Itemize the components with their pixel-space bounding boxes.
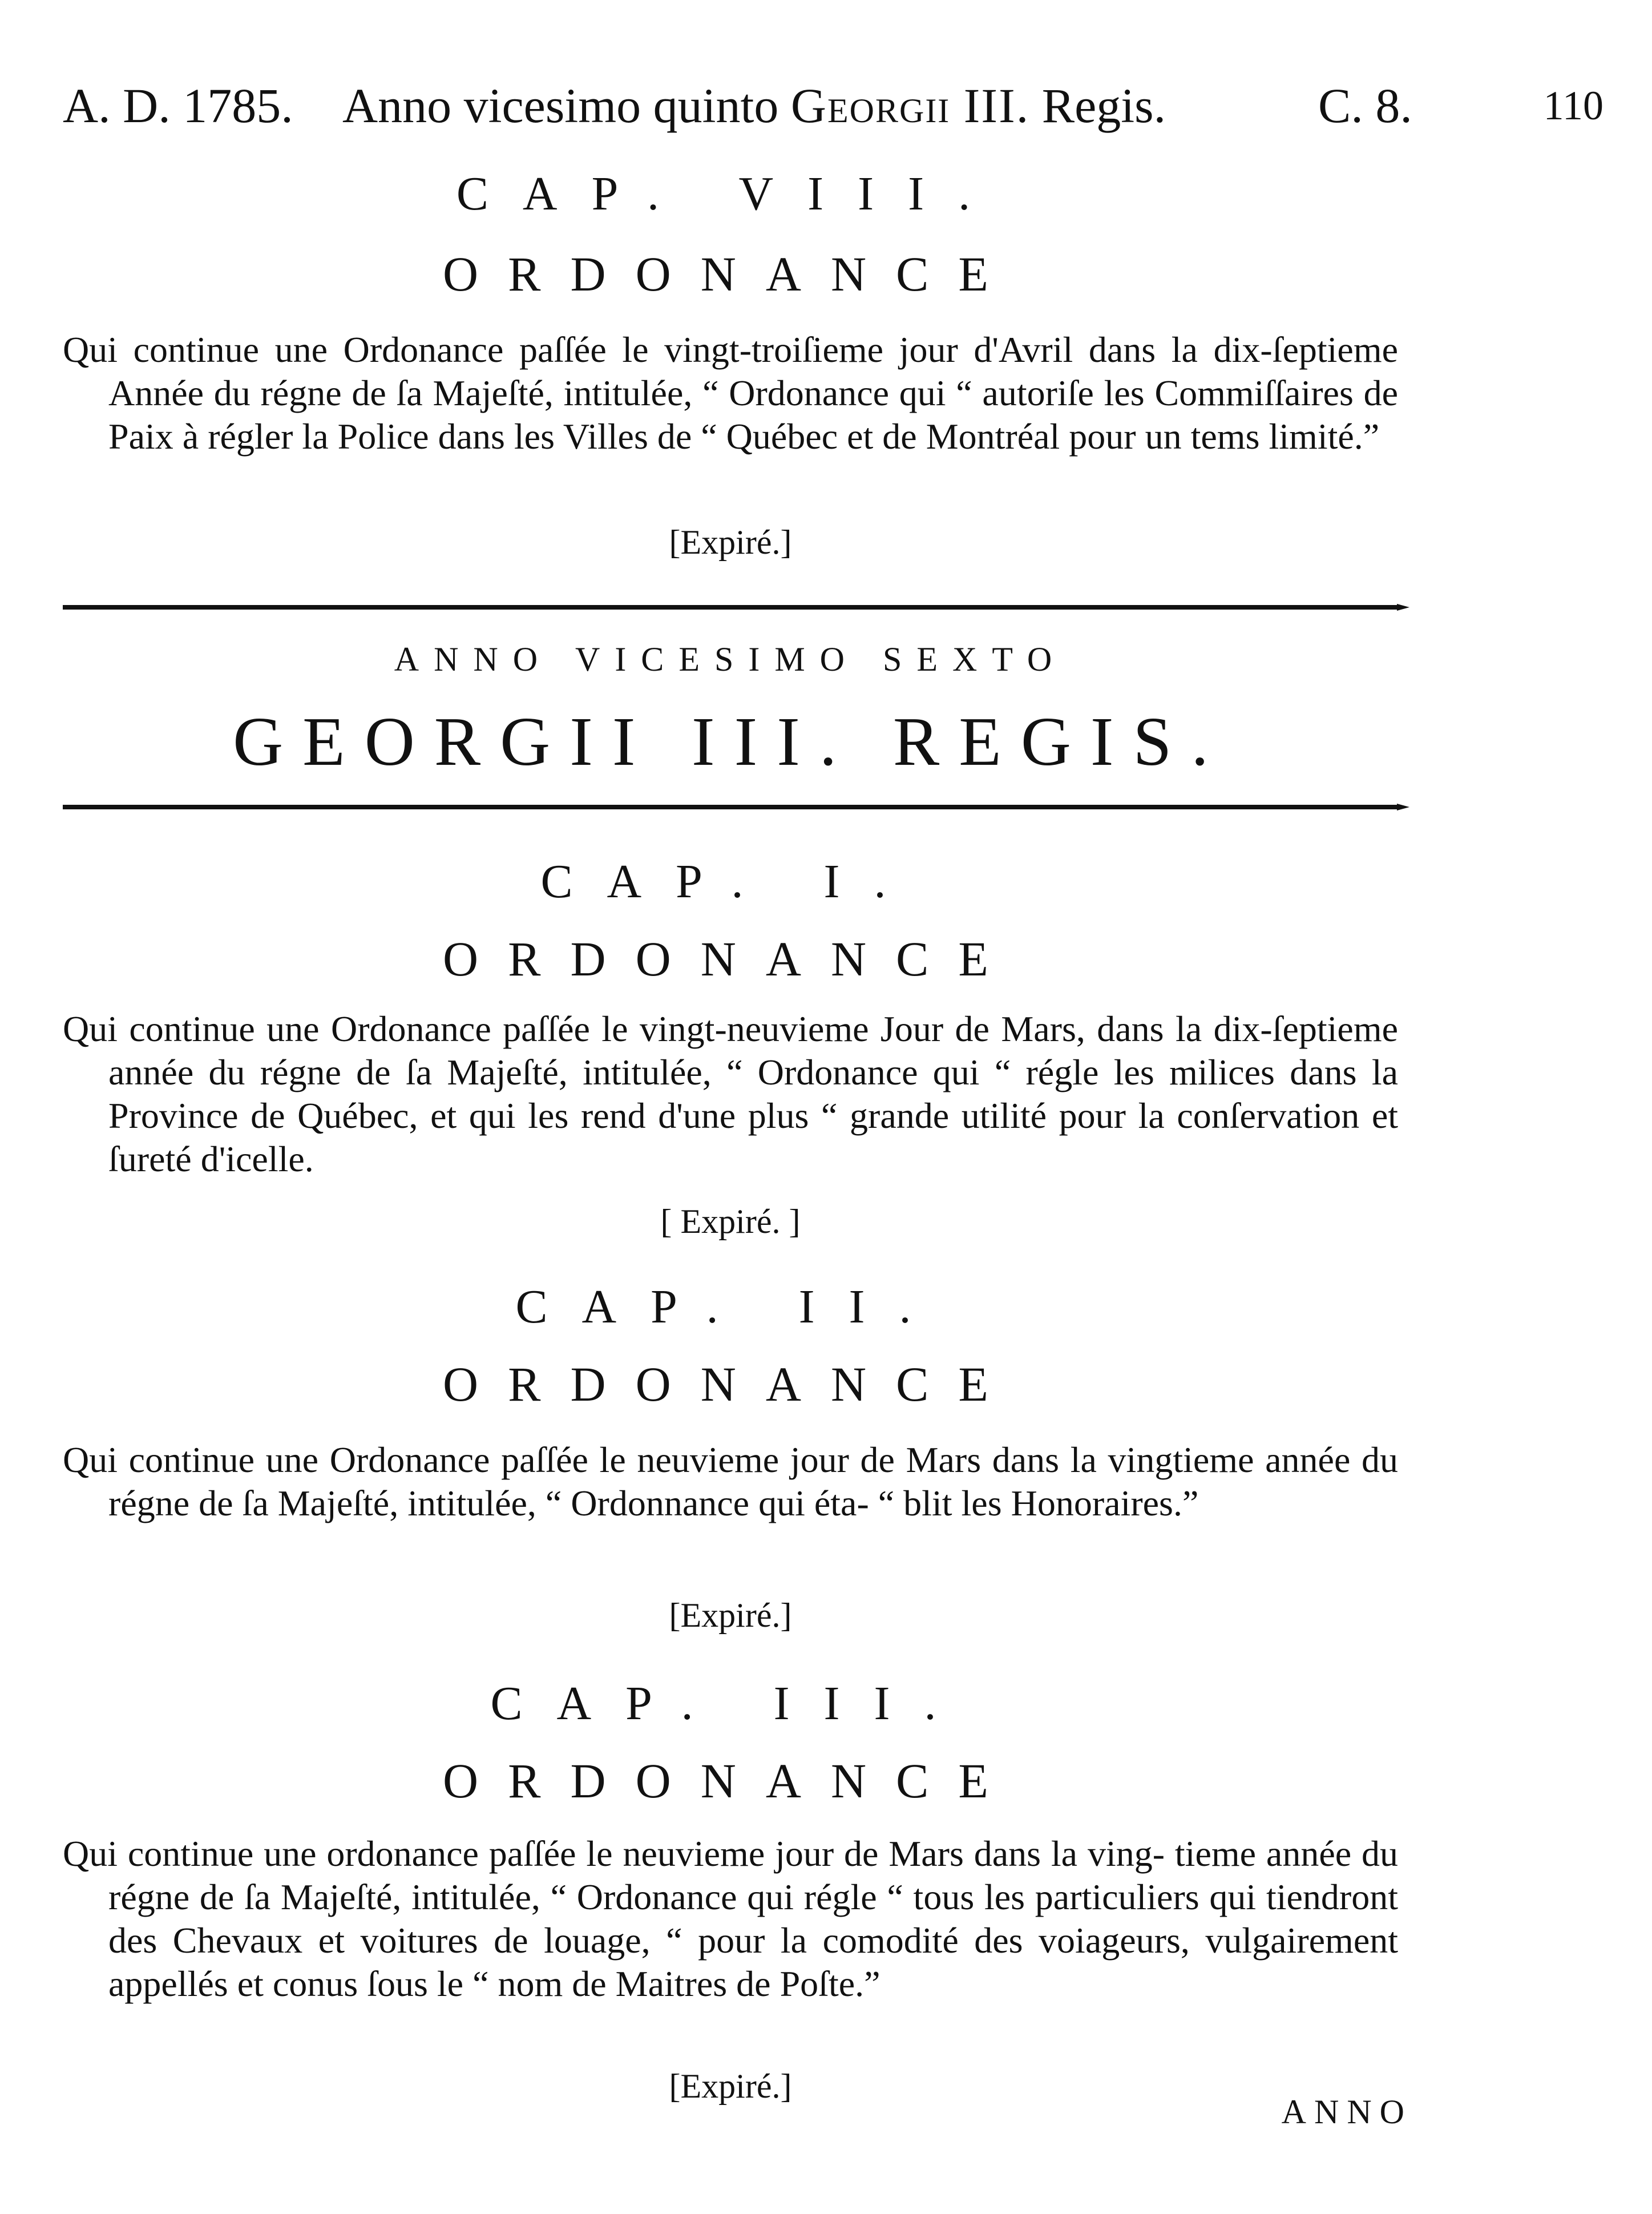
ordonance-text: Qui continue une ordonance paſſée le neuvieme jour de Mars dans la ving- tieme année du régne de ſa Majeſté, intitulée, “ Ordonance qui régle “ tous les particuliers qui tiendront des Chevaux et voitures de louage, “ pour la comodité des voiageurs, vulgairement appellés et conus ſous le “ nom de Maitres de Poſte.” xyxy=(63,1833,1398,2004)
chapter-heading-i: CAP. I. xyxy=(540,855,920,908)
page-number: 110 xyxy=(1543,83,1603,128)
expired-note: [Expiré.] xyxy=(669,2067,792,2105)
ordonance-text: Qui continue une Ordonance paſſée le vingt-troiſieme jour d'Avril dans la dix-ſeptieme Année du régne de ſa Majeſté, intitulée, “ Ordonance qui “ autoriſe les Commiſſaires de Paix à régler la Police dans les Villes de “ Québec et de Montréal pour un tems limité.” xyxy=(63,329,1398,457)
chapter-heading-ii: CAP. II. xyxy=(515,1280,946,1333)
chapter-heading-viii: CAP. VIII. xyxy=(456,167,1005,220)
expired-note: [ Expiré. ] xyxy=(660,1203,801,1240)
horizontal-rule xyxy=(63,805,1398,809)
running-head-anno: Anno vicesimo quinto xyxy=(342,78,779,133)
running-head xyxy=(63,74,1603,137)
running-head-year: A. D. 1785. xyxy=(63,78,293,133)
running-head-king: Georgii III. xyxy=(790,78,1030,133)
ordonance-heading: ORDONANCE xyxy=(443,247,1018,301)
catchword: ANNO xyxy=(1281,2093,1412,2131)
expired-note: [Expiré.] xyxy=(669,523,792,561)
expired-note: [Expiré.] xyxy=(669,1596,792,1634)
ordonance-heading: ORDONANCE xyxy=(443,1357,1018,1412)
ordonance-heading: ORDONANCE xyxy=(443,1753,1018,1808)
year-title-large: GEORGII III. REGIS. xyxy=(233,703,1228,780)
horizontal-rule xyxy=(63,605,1398,610)
year-title-small: ANNO VICESIMO SEXTO xyxy=(394,640,1067,678)
ordonance-text: Qui continue une Ordonance paſſée le vingt-neuvieme Jour de Mars, dans la dix-ſeptieme année du régne de ſa Majeſté, intitulée, “ Ordonance qui “ régle les milices dans la Province de Québec, et qui les rend d'une plus “ grande utilité pour la conſervation et ſureté d'icelle. xyxy=(63,1009,1398,1179)
running-head-chapter: C. 8. xyxy=(1318,78,1412,133)
ordonance-heading: ORDONANCE xyxy=(443,931,1018,986)
chapter-heading-iii: CAP. III. xyxy=(490,1677,971,1730)
ordonance-text: Qui continue une Ordonance paſſée le neuvieme jour de Mars dans la vingtieme année du régne de ſa Majeſté, intitulée, “ Ordonnance qui éta- “ blit les Honoraires.” xyxy=(63,1439,1398,1523)
running-head-regnal-year xyxy=(342,74,1166,137)
running-head-regis: Regis. xyxy=(1041,78,1166,133)
